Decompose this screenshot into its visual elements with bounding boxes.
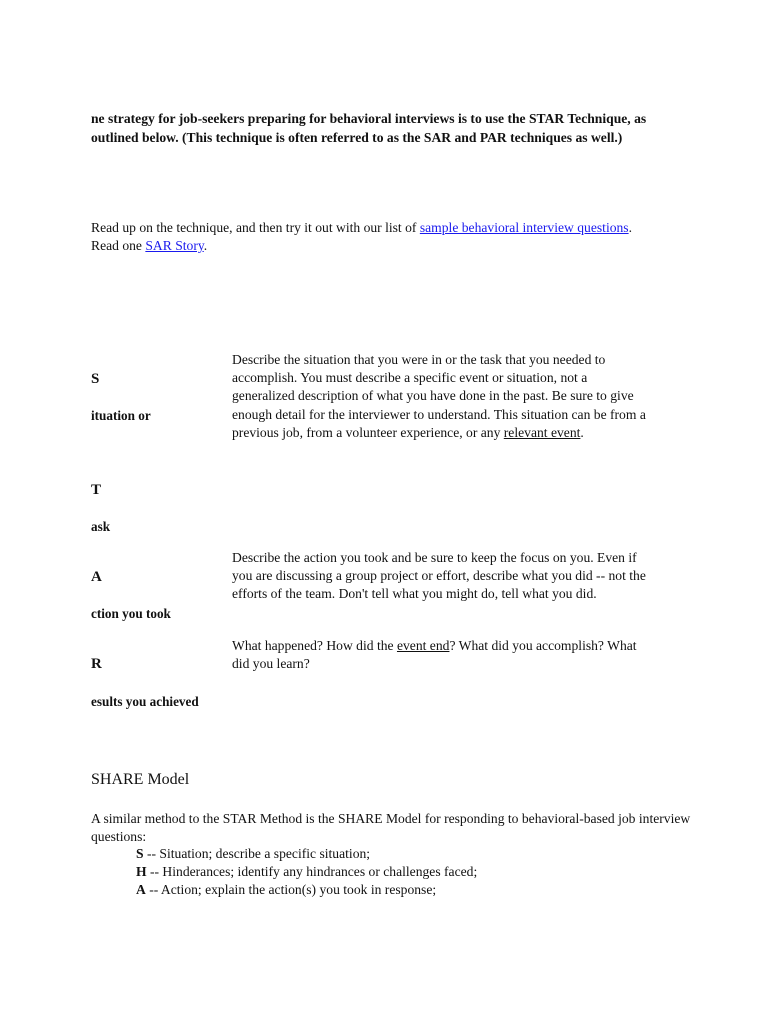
situation-end: . xyxy=(580,424,584,440)
share-item-text: -- Situation; describe a specific situation; xyxy=(143,846,371,861)
share-item-letter: A xyxy=(136,882,146,897)
star-s-letter: S xyxy=(91,371,100,387)
read-up-text: Read up on the technique, and then try it out with our list of xyxy=(91,220,420,235)
star-a-letter: A xyxy=(91,569,102,585)
star-r-letter: R xyxy=(91,656,102,672)
star-r-label: esults you achieved xyxy=(91,694,199,709)
star-s-label: ituation or xyxy=(91,408,151,423)
intro-paragraph: ne strategy for job-seekers preparing for behavioral interviews is to use the STAR Technique, as outlined below. (This technique is often referred to as the SAR and PAR techniques as well.) xyxy=(91,111,647,145)
situation-text: Describe the situation that you were in or the task that you needed to accomplish. You must describe a specific event or situation, not a generalized description of what you have done in the past. Be sure to give enough detail for the interviewer to understand. This situation can be from a previous job, from a volunteer experience, or any xyxy=(232,352,646,440)
star-t-letter: T xyxy=(91,482,102,498)
sample-questions-link[interactable]: sample behavioral interview questions xyxy=(419,220,629,235)
sar-story-link[interactable]: SAR Story xyxy=(145,238,204,253)
star-action-description: Describe the action you took and be sure to keep the focus on you. Even if you are discussing a group project or effort, describe what you did -- not the efforts of the team. Don't tell what you might do, tell what you did. xyxy=(232,550,646,602)
share-item xyxy=(136,846,370,862)
read-up-middle: . Read one xyxy=(91,220,633,253)
share-item xyxy=(136,882,436,898)
star-a-label: ction you took xyxy=(91,606,171,621)
read-up-paragraph xyxy=(91,219,651,255)
star-t-label: ask xyxy=(91,519,111,534)
share-model-paragraph: A similar method to the STAR Method is the SHARE Model for responding to behavioral-based job interview questions: xyxy=(91,811,691,844)
share-item-text: -- Hinderances; identify any hindrances or challenges faced; xyxy=(146,864,478,879)
star-situation-description xyxy=(232,351,647,442)
share-item-text: -- Action; explain the action(s) you took in response; xyxy=(145,882,437,897)
share-item-letter: S xyxy=(136,846,144,861)
relevant-event-link[interactable]: relevant event xyxy=(503,424,581,440)
share-model-heading: SHARE Model xyxy=(91,771,190,788)
read-up-end: . xyxy=(203,238,208,253)
share-item-letter: H xyxy=(136,864,147,879)
event-end-link[interactable]: event end xyxy=(396,638,450,653)
results-text: What happened? How did the xyxy=(232,638,397,653)
star-results-description xyxy=(232,637,647,673)
results-end: ? What did you accomplish? What did you learn? xyxy=(232,638,637,672)
share-item xyxy=(136,864,477,880)
